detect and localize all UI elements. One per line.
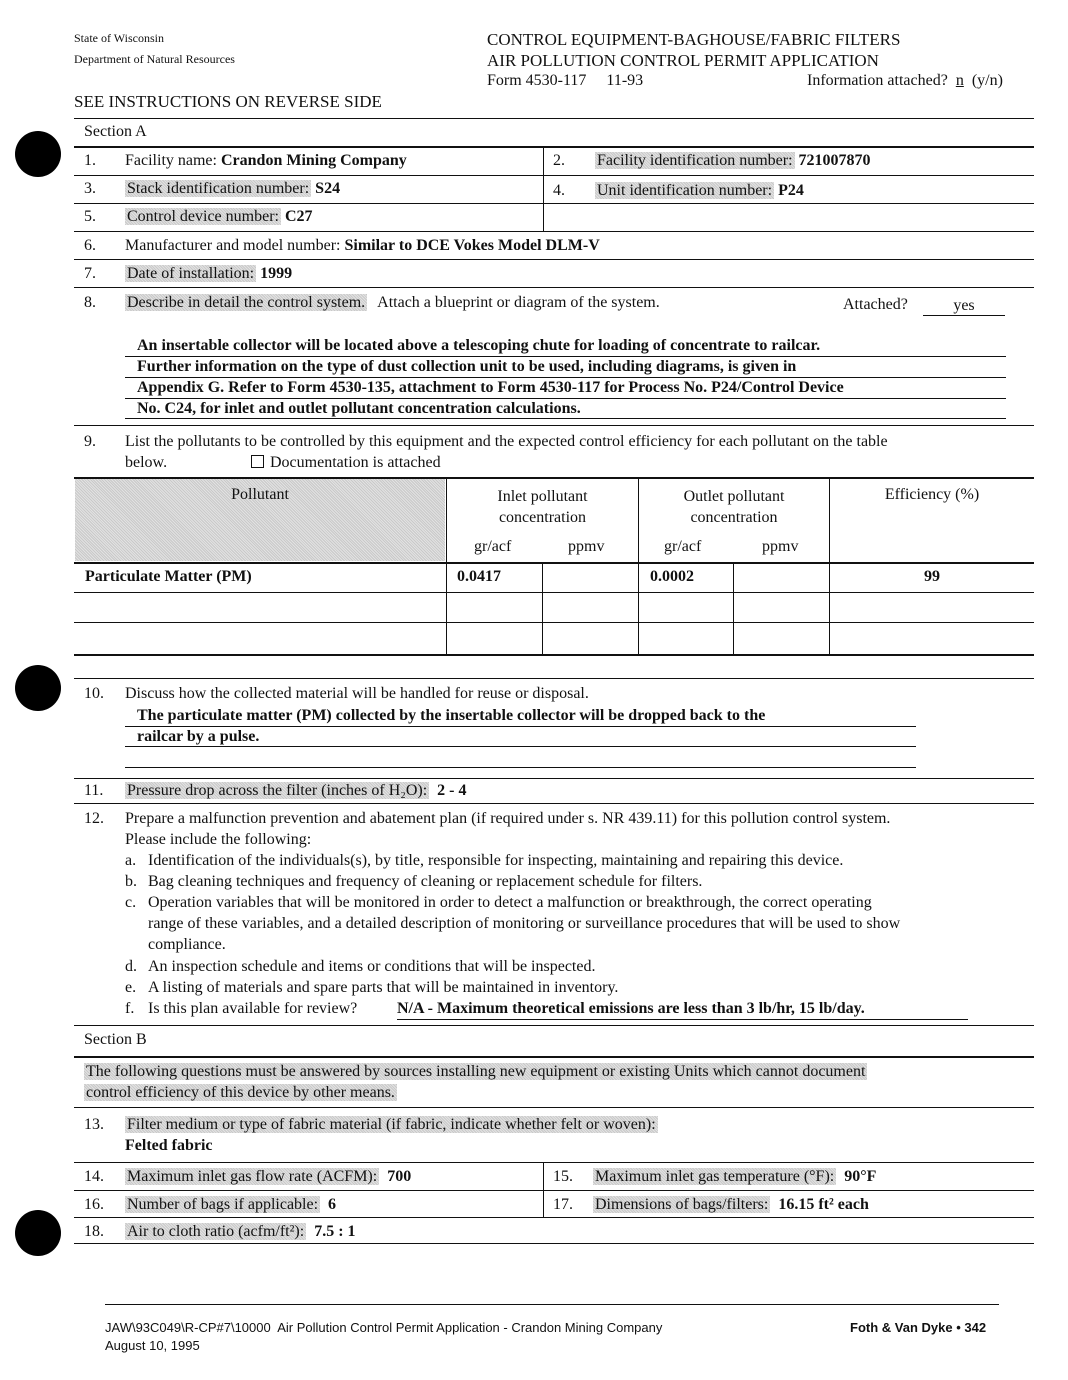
q18-number: 18.	[84, 1223, 104, 1240]
q18-label: Air to cloth ratio (acfm/ft²):	[127, 1223, 305, 1240]
q8-attached-label: Attached?	[843, 296, 908, 313]
q9-text-cont: below.	[125, 454, 168, 471]
q8-answer-line: Further information on the type of dust collection unit to be used, including diagrams, is given in	[137, 358, 797, 375]
q14-max-flow	[125, 1168, 411, 1186]
q3-stack-id	[125, 180, 340, 198]
documentation-checkbox[interactable]	[251, 455, 264, 468]
table-cell-efficiency[interactable]: 99	[924, 568, 940, 585]
q10-answer-line: The particulate matter (PM) collected by the insertable collector will be dropped back to the	[137, 707, 766, 724]
q12-item-text: Operation variables that will be monitored in order to detect a malfunction or breakthrough, the correct operating	[148, 894, 872, 911]
q10-answer-line: railcar by a pulse.	[137, 728, 260, 745]
q5-control-device	[125, 208, 313, 226]
q12-text-cont: Please include the following:	[125, 831, 312, 848]
divider	[74, 118, 1034, 119]
q12-item-letter: e.	[125, 979, 137, 996]
answer-rule	[397, 1019, 968, 1020]
footer-firm: Foth & Van Dyke • 342	[850, 1320, 987, 1335]
table-bottom-rule	[74, 654, 1034, 656]
q6-label: Manufacturer and model number:	[125, 237, 341, 254]
q1-number: 1.	[84, 152, 96, 169]
footer-date: August 10, 1995	[105, 1338, 200, 1353]
instructions: SEE INSTRUCTIONS ON REVERSE SIDE	[74, 92, 382, 111]
q16-label: Number of bags if applicable:	[127, 1196, 319, 1213]
unit-outlet-ppmv: ppmv	[762, 538, 799, 555]
q6-number: 6.	[84, 237, 96, 254]
q12f-value[interactable]: N/A - Maximum theoretical emissions are less than 3 lb/hr, 15 lb/day.	[397, 1000, 865, 1017]
q17-bag-dimensions	[593, 1196, 869, 1214]
q13-label: Filter medium or type of fabric material (if fabric, indicate whether felt or woven):	[127, 1116, 656, 1133]
table-col-line	[638, 478, 639, 655]
q15-max-temp	[593, 1168, 876, 1186]
q17-value[interactable]: 16.15 ft² each	[778, 1196, 869, 1213]
q2-value[interactable]: 721007870	[798, 152, 871, 169]
divider	[74, 778, 1034, 779]
q8-number: 8.	[84, 294, 96, 311]
q9-text: List the pollutants to be controlled by this equipment and the expected control efficiency for each pollutant on the table	[125, 433, 888, 450]
q8-label: Describe in detail the control system.	[127, 294, 366, 311]
table-cell-outlet-gracf[interactable]: 0.0002	[650, 568, 694, 585]
divider	[74, 231, 1034, 232]
info-attached	[807, 72, 1003, 90]
q7-number: 7.	[84, 265, 96, 282]
q15-value[interactable]: 90°F	[844, 1168, 877, 1185]
q2-facility-id	[595, 152, 871, 170]
q5-label: Control device number:	[127, 208, 279, 225]
q12f-text: Is this plan available for review?	[148, 1000, 358, 1017]
form-title: CONTROL EQUIPMENT-BAGHOUSE/FABRIC FILTERS	[487, 30, 901, 49]
table-col-line	[829, 478, 830, 655]
q15-label: Maximum inlet gas temperature (°F):	[595, 1168, 835, 1185]
q13-value[interactable]: Felted fabric	[125, 1137, 213, 1154]
q11-value[interactable]: 2 - 4	[437, 782, 467, 799]
divider	[74, 1025, 1034, 1026]
q3-label: Stack identification number:	[127, 180, 310, 197]
table-row-rule	[74, 592, 1034, 593]
column-divider	[543, 147, 544, 231]
q17-number: 17.	[553, 1196, 573, 1213]
table-header-rule	[74, 562, 1034, 564]
footer-reference: JAW\93C049\R-CP#7\10000 Air Pollution Control Permit Application - Crandon Mining Company	[105, 1320, 663, 1335]
divider	[74, 203, 1034, 204]
q13-filter-medium	[125, 1116, 658, 1134]
punch-hole	[15, 665, 61, 711]
divider	[74, 1162, 1034, 1163]
q1-facility-name	[125, 152, 407, 170]
q7-install-date	[125, 265, 292, 283]
info-attached-value[interactable]: n	[955, 72, 964, 89]
table-header-outlet: Outlet pollutant concentration	[683, 488, 785, 526]
q6-value[interactable]: Similar to DCE Vokes Model DLM-V	[344, 237, 600, 254]
answer-rule	[125, 398, 1006, 399]
answer-rule	[125, 377, 1006, 378]
q18-air-cloth	[125, 1223, 356, 1241]
divider	[74, 1190, 1034, 1191]
q8-describe	[125, 294, 660, 312]
q12-item-letter: d.	[125, 958, 137, 975]
punch-hole	[15, 131, 61, 177]
table-cell-pollutant[interactable]: Particulate Matter (PM)	[85, 568, 252, 585]
q8-text: Attach a blueprint or diagram of the system.	[377, 294, 660, 311]
divider	[74, 1217, 1034, 1218]
form-subtitle: AIR POLLUTION CONTROL PERMIT APPLICATION	[487, 51, 879, 70]
form-number: Form 4530-117 11-93	[487, 72, 644, 89]
q17-label: Dimensions of bags/filters:	[595, 1196, 769, 1213]
q3-number: 3.	[84, 180, 96, 197]
q5-number: 5.	[84, 208, 96, 225]
q12-item-text: range of these variables, and a detailed description of monitoring or surveillance procedures that will be used to show	[148, 915, 901, 932]
q11-pressure-drop	[125, 782, 466, 800]
q12-item-text: A listing of materials and spare parts that will be maintained in inventory.	[148, 979, 619, 996]
answer-rule	[125, 356, 1006, 357]
q8-answer-line: An insertable collector will be located above a telescoping chute for loading of concentrate to railcar.	[137, 337, 821, 354]
q2-number: 2.	[553, 152, 565, 169]
q12-item-text: Bag cleaning techniques and frequency of cleaning or replacement schedule for filters.	[148, 873, 703, 890]
footer-rule	[105, 1304, 999, 1305]
section-b-intro	[84, 1063, 867, 1081]
q16-value[interactable]: 6	[328, 1196, 337, 1213]
q12-item-letter: c.	[125, 894, 137, 911]
q1-value[interactable]: Crandon Mining Company	[220, 152, 407, 169]
q8-attached-value[interactable]: yes	[923, 296, 1005, 316]
q14-value[interactable]: 700	[387, 1168, 412, 1185]
q11-label: Pressure drop across the filter (inches of H₂O):	[127, 782, 428, 799]
documentation-label: Documentation is attached	[270, 454, 441, 471]
q16-number: 16.	[84, 1196, 104, 1213]
table-cell-inlet-gracf[interactable]: 0.0417	[457, 568, 501, 585]
divider	[74, 425, 1034, 426]
state-label: State of Wisconsin	[74, 31, 164, 45]
divider	[74, 803, 1034, 804]
section-b-title: Section B	[84, 1031, 147, 1048]
q12-number: 12.	[84, 810, 104, 827]
q4-number: 4.	[553, 182, 565, 199]
q12-item-letter: b.	[125, 873, 137, 890]
q8-answer-line: No. C24, for inlet and outlet pollutant concentration calculations.	[137, 400, 581, 417]
q16-num-bags	[125, 1196, 336, 1214]
table-col-line	[733, 563, 734, 655]
department-label: Department of Natural Resources	[74, 52, 235, 66]
unit-inlet-ppmv: ppmv	[568, 538, 605, 555]
table-col-line	[542, 563, 543, 655]
table-header-efficiency: Efficiency (%)	[884, 486, 980, 503]
q6-manufacturer	[125, 237, 600, 255]
divider	[74, 146, 1034, 148]
q2-label: Facility identification number:	[597, 152, 793, 169]
punch-hole	[15, 1210, 61, 1256]
divider	[74, 1056, 1034, 1058]
info-attached-yn: (y/n)	[971, 72, 1003, 89]
q4-unit-id	[595, 182, 804, 200]
q1-label: Facility name:	[125, 152, 217, 169]
pollutant-header-label: Pollutant	[231, 486, 289, 503]
q9-documentation	[251, 454, 441, 472]
q12f-letter: f.	[125, 1000, 135, 1017]
divider	[74, 1243, 1034, 1244]
q3-value[interactable]: S24	[315, 180, 341, 197]
q8-answer-line: Appendix G. Refer to Form 4530-135, attachment to Form 4530-117 for Process No. P24/Control Device	[137, 379, 844, 396]
table-col-line	[446, 478, 447, 655]
section-b-intro-cont	[84, 1084, 397, 1102]
table-header-pollutant	[75, 486, 445, 504]
answer-rule	[125, 726, 916, 727]
section-b-intro-line: The following questions must be answered by sources installing new equipment or existing Units which cannot document	[86, 1063, 866, 1080]
table-header-inlet: Inlet pollutant concentration	[497, 488, 588, 526]
q10-number: 10.	[84, 685, 104, 702]
q12-item-text: Identification of the individuals(s), by title, responsible for inspecting, maintaining and repairing this device.	[148, 852, 844, 869]
divider	[74, 259, 1034, 260]
q14-label: Maximum inlet gas flow rate (ACFM):	[127, 1168, 378, 1185]
q12-item-text: An inspection schedule and items or conditions that will be inspected.	[148, 958, 596, 975]
info-attached-label: Information attached?	[807, 72, 948, 89]
q15-number: 15.	[553, 1168, 573, 1185]
q4-label: Unit identification number:	[597, 182, 773, 199]
divider	[74, 1107, 1034, 1108]
table-row-rule	[74, 622, 1034, 623]
q5-value[interactable]: C27	[284, 208, 313, 225]
answer-rule	[125, 746, 916, 747]
q7-label: Date of installation:	[127, 265, 255, 282]
unit-inlet-gracf: gr/acf	[474, 538, 512, 555]
q8-attached	[843, 296, 975, 314]
q14-number: 14.	[84, 1168, 104, 1185]
section-a-title: Section A	[84, 123, 147, 140]
q13-number: 13.	[84, 1116, 104, 1133]
answer-rule	[125, 767, 916, 768]
q12-item-letter: a.	[125, 852, 137, 869]
q9-number: 9.	[84, 433, 96, 450]
q12-text: Prepare a malfunction prevention and abatement plan (if required under s. NR 439.11) for this pollution control system.	[125, 810, 891, 827]
q4-value[interactable]: P24	[778, 182, 804, 199]
divider	[74, 287, 1034, 288]
q12-item-text: compliance.	[148, 936, 226, 953]
q7-value[interactable]: 1999	[260, 265, 293, 282]
answer-rule	[125, 418, 1006, 419]
q18-value[interactable]: 7.5 : 1	[314, 1223, 356, 1240]
q10-text: Discuss how the collected material will be handled for reuse or disposal.	[125, 685, 589, 702]
unit-outlet-gracf: gr/acf	[664, 538, 702, 555]
divider	[74, 678, 1034, 679]
divider	[74, 175, 1034, 176]
q11-number: 11.	[84, 782, 104, 799]
section-b-intro-line: control efficiency of this device by other means.	[86, 1084, 395, 1101]
